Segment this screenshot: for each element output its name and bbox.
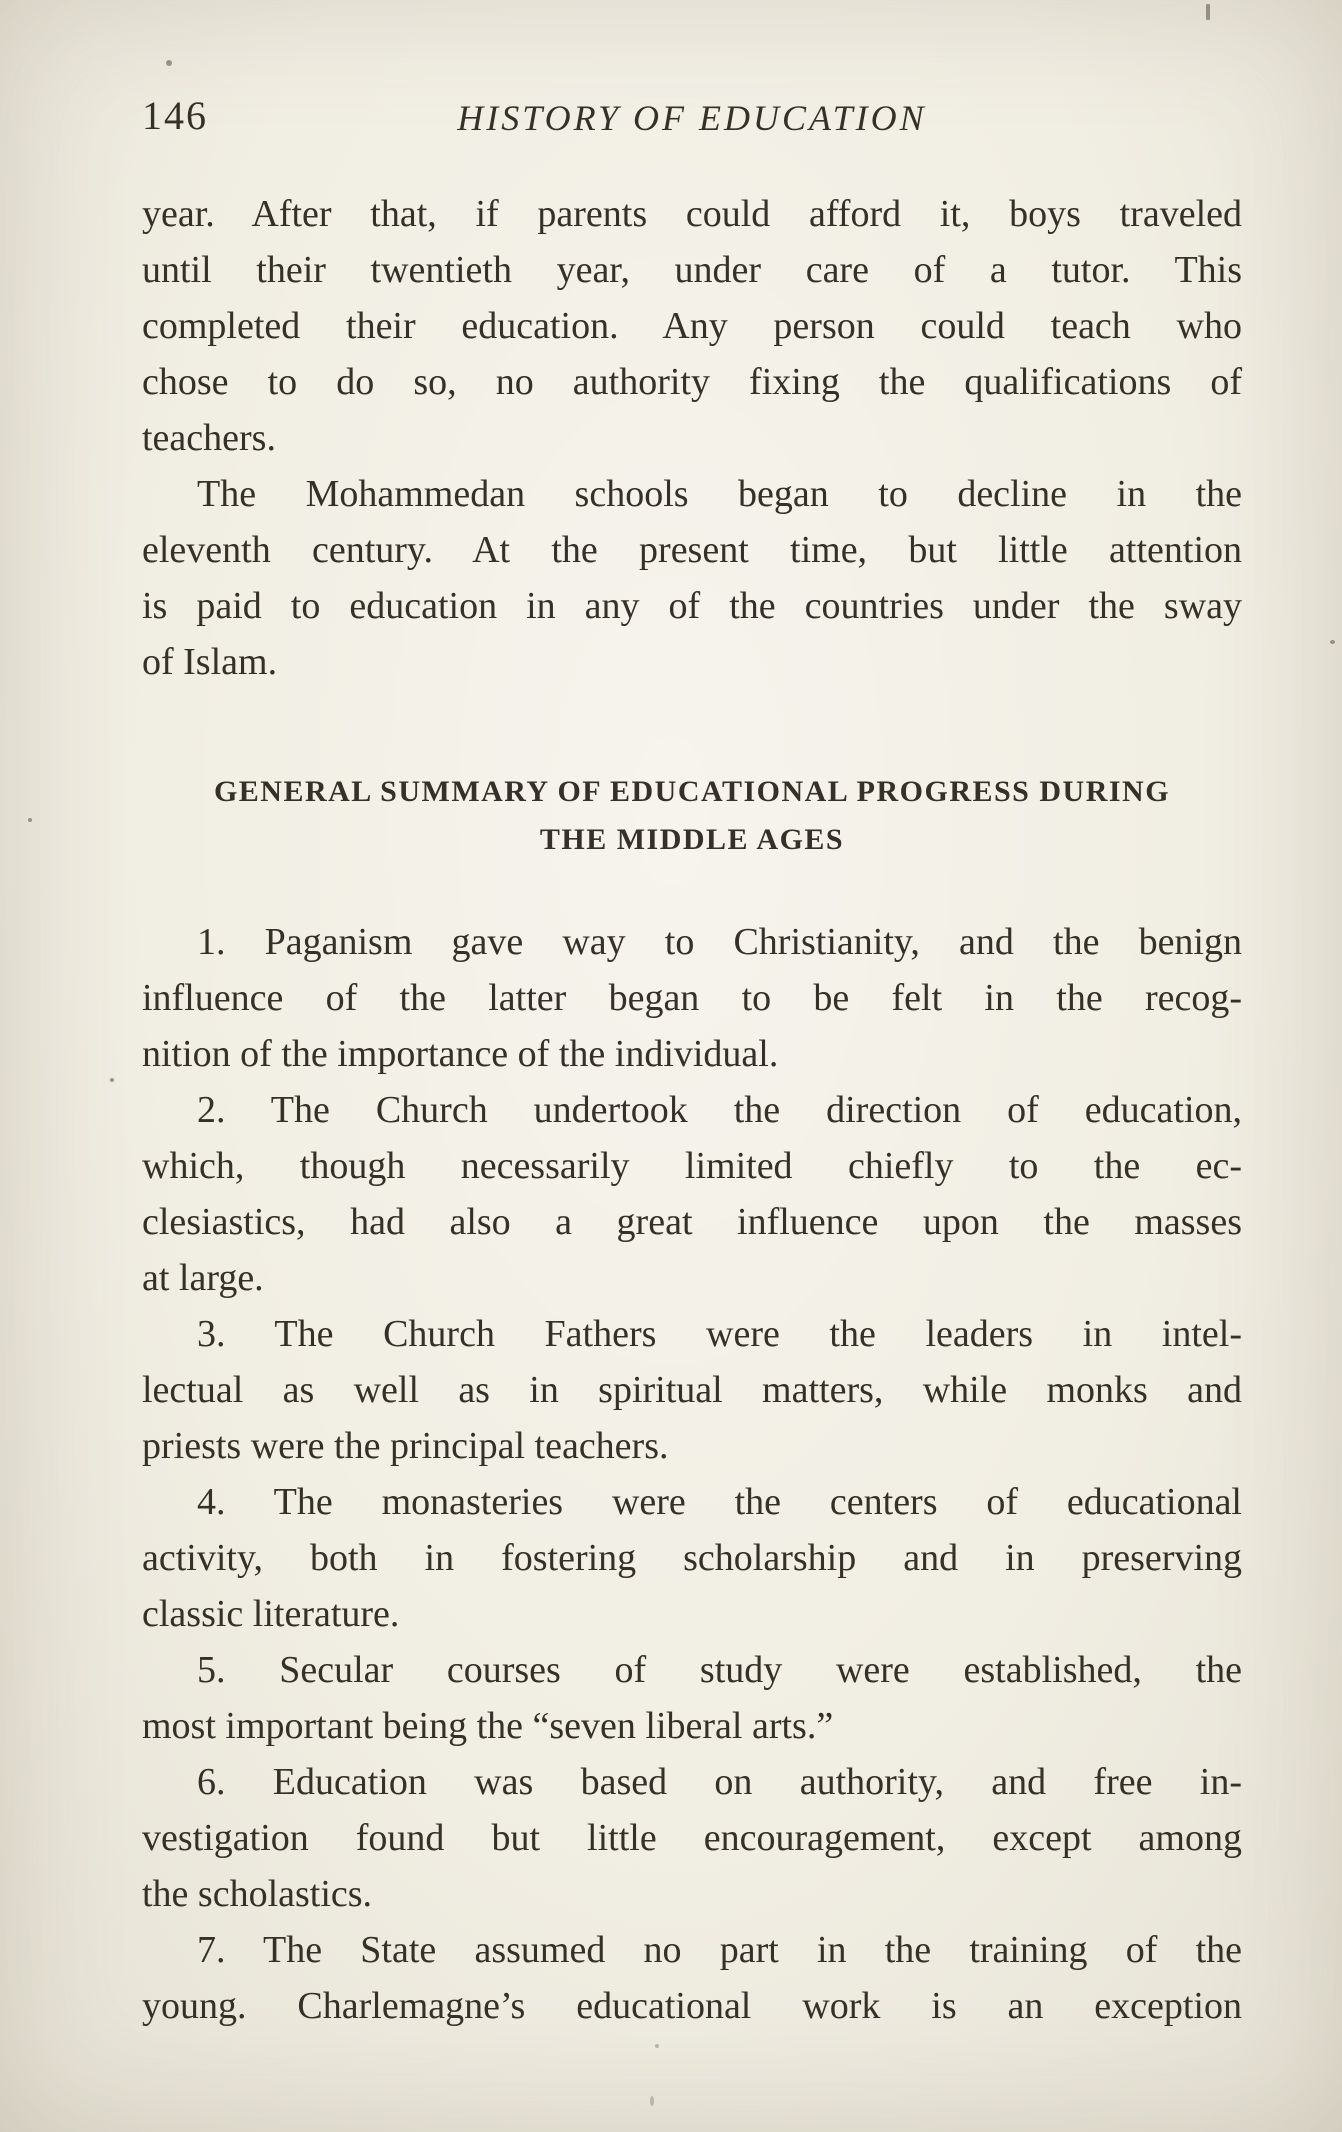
scan-speck <box>1206 4 1210 20</box>
scan-speck <box>166 60 172 66</box>
text-line: 4. The monasteries were the centers of educational <box>197 1481 1242 1523</box>
text-line: nition of the importance of the individual. <box>142 1033 779 1075</box>
text-line: completed their education. Any person could teach who <box>142 305 1242 347</box>
paragraph <box>142 1082 1242 1306</box>
text-line: priests were the principal teachers. <box>142 1425 669 1467</box>
text-line: young. Charlemagne’s educational work is an exception <box>142 1985 1242 2027</box>
intro-section <box>142 186 1242 690</box>
page-content <box>142 82 1242 2034</box>
section-heading <box>142 768 1242 864</box>
section-heading-line-2: THE MIDDLE AGES <box>539 823 845 856</box>
scan-speck <box>650 2096 654 2106</box>
paragraph <box>142 466 1242 690</box>
scan-speck <box>110 1078 114 1082</box>
paragraph <box>142 186 1242 466</box>
section-heading-line-1: GENERAL SUMMARY OF EDUCATIONAL PROGRESS DURING <box>213 775 1171 808</box>
text-line: chose to do so, no authority fixing the qualifications of <box>142 361 1242 403</box>
running-title: HISTORY OF EDUCATION <box>457 98 927 138</box>
scan-speck <box>655 2044 659 2048</box>
text-line: teachers. <box>142 417 276 459</box>
text-line: at large. <box>142 1257 264 1299</box>
scan-speck <box>28 818 32 822</box>
scan-speck <box>1330 640 1335 644</box>
text-line: until their twentieth year, under care of a tutor. This <box>142 249 1242 291</box>
text-line: of Islam. <box>142 641 278 683</box>
text-line: most important being the “seven liberal arts.” <box>142 1705 834 1747</box>
paragraph <box>142 1306 1242 1474</box>
text-line: 2. The Church undertook the direction of education, <box>197 1089 1242 1131</box>
paragraph <box>142 1642 1242 1754</box>
text-line: vestigation found but little encouragement, except among <box>142 1817 1242 1859</box>
text-line: classic literature. <box>142 1593 400 1635</box>
page-header <box>142 82 1242 136</box>
text-block <box>142 186 1242 2034</box>
text-line: clesiastics, had also a great influence upon the masses <box>142 1201 1242 1243</box>
text-line: 7. The State assumed no part in the training of the <box>197 1929 1242 1971</box>
text-line: lectual as well as in spiritual matters, while monks and <box>142 1369 1242 1411</box>
text-line: is paid to education in any of the countries under the sway <box>142 585 1242 627</box>
text-line: 1. Paganism gave way to Christianity, and the benign <box>197 921 1242 963</box>
text-line: The Mohammedan schools began to decline in the <box>197 473 1242 515</box>
text-line: eleventh century. At the present time, but little attention <box>142 529 1242 571</box>
summary-section <box>142 914 1242 2034</box>
text-line: 6. Education was based on authority, and free in- <box>197 1761 1242 1803</box>
paragraph <box>142 1474 1242 1642</box>
paragraph <box>142 1754 1242 1922</box>
paragraph <box>142 1922 1242 2034</box>
text-line: the scholastics. <box>142 1873 373 1915</box>
paragraph <box>142 914 1242 1082</box>
text-line: influence of the latter began to be felt in the recog- <box>142 977 1242 1019</box>
text-line: which, though necessarily limited chiefly to the ec- <box>142 1145 1242 1187</box>
text-line: 5. Secular courses of study were established, the <box>197 1649 1242 1691</box>
page-number: 146 <box>142 93 208 138</box>
text-line: 3. The Church Fathers were the leaders in intel- <box>197 1313 1242 1355</box>
text-line: year. After that, if parents could afford it, boys traveled <box>142 193 1242 235</box>
text-line: activity, both in fostering scholarship and in preserving <box>142 1537 1242 1579</box>
